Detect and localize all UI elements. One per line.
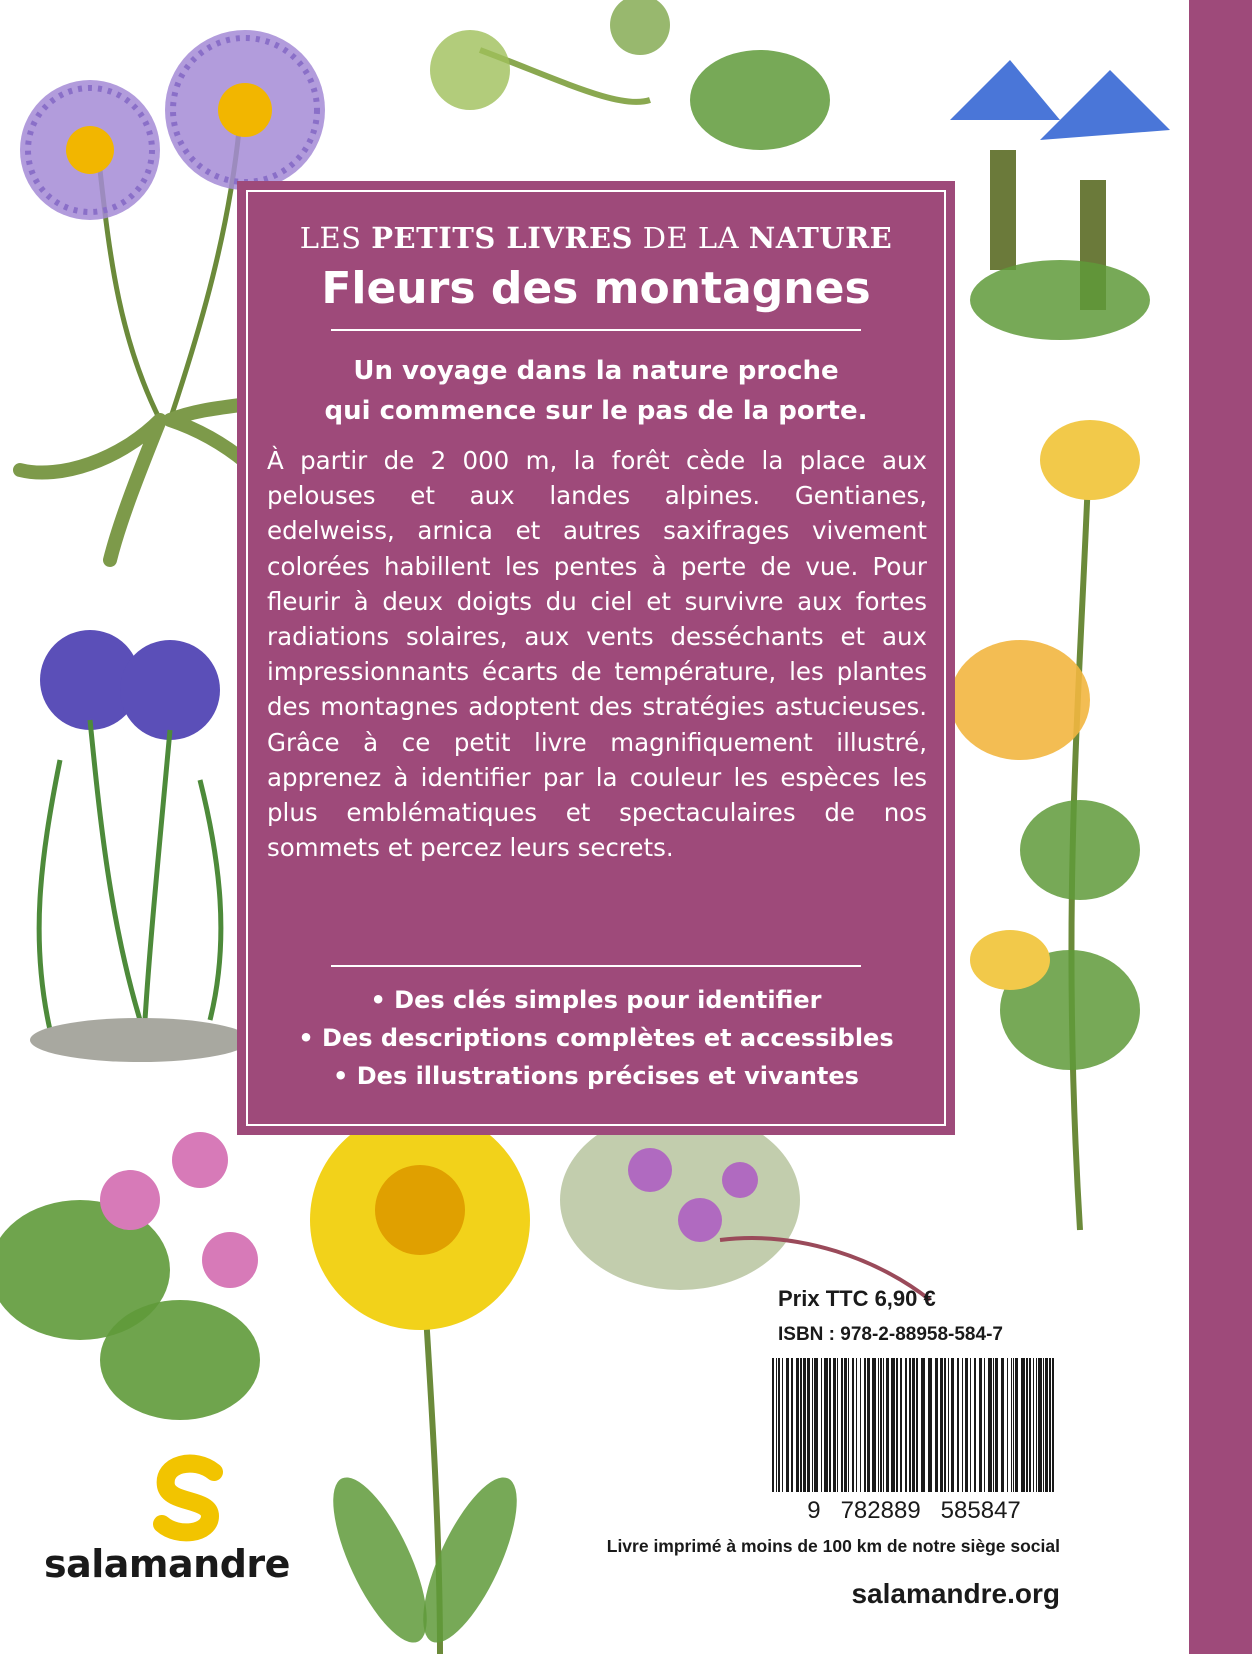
barcode-bar	[829, 1358, 831, 1492]
barcode-bar	[782, 1358, 783, 1492]
barcode-bar	[940, 1358, 943, 1492]
barcode-bar	[957, 1358, 959, 1492]
tagline	[257, 351, 935, 431]
logo-wordmark: salamandre	[44, 1542, 290, 1586]
barcode-bar	[860, 1358, 861, 1492]
barcode-bar	[944, 1358, 946, 1492]
barcode-bar	[852, 1358, 854, 1492]
barcode-bar	[837, 1358, 838, 1492]
barcode-bar	[786, 1358, 789, 1492]
barcode-bar	[776, 1358, 777, 1492]
barcode-bar	[974, 1358, 976, 1492]
barcode-bar	[844, 1358, 847, 1492]
barcode-bar	[872, 1358, 876, 1492]
barcode-bar	[979, 1358, 982, 1492]
divider-top	[331, 329, 861, 331]
description-panel	[237, 181, 955, 1135]
website-link[interactable]: salamandre.org	[851, 1578, 1060, 1609]
publisher-logo	[44, 1454, 344, 1604]
salamander-s-icon	[144, 1454, 234, 1544]
series-mid: DE LA	[633, 221, 749, 255]
barcode-bar	[1026, 1358, 1028, 1492]
barcode-bar	[880, 1358, 882, 1492]
barcode-bar	[1029, 1358, 1031, 1492]
barcode-bar	[856, 1358, 857, 1492]
barcode-bar	[921, 1358, 925, 1492]
barcode-bar	[984, 1358, 985, 1492]
barcode-bar	[796, 1358, 799, 1492]
barcode-bar	[878, 1358, 879, 1492]
barcode-bar	[1049, 1358, 1051, 1492]
book-spine-edge	[1189, 0, 1252, 1654]
barcode-bar	[900, 1358, 902, 1492]
barcode-bar	[948, 1358, 949, 1492]
barcode-bar	[867, 1358, 870, 1492]
barcode-bar	[814, 1358, 818, 1492]
barcode-bar	[1033, 1358, 1034, 1492]
gentian-illustration	[950, 60, 1170, 340]
barcode-bar	[833, 1358, 836, 1492]
barcode-bar	[912, 1358, 915, 1492]
book-title: Fleurs des montagnes	[321, 263, 871, 314]
barcode-bar	[1015, 1358, 1018, 1492]
price-label: Prix TTC 6,90 €	[778, 1286, 936, 1311]
series-title	[237, 221, 955, 255]
barcode-bar	[800, 1358, 802, 1492]
barcode-bar	[951, 1358, 954, 1492]
barcode-bar	[891, 1358, 895, 1492]
barcode-bar	[916, 1358, 918, 1492]
tagline-line-2: qui commence sur le pas de la porte.	[324, 396, 868, 426]
barcode-bar	[807, 1358, 810, 1492]
barcode-bar	[965, 1358, 968, 1492]
isbn-label: ISBN : 978-2-88958-584-7	[778, 1324, 1003, 1345]
barcode-bar	[1011, 1358, 1012, 1492]
imprint-note: Livre imprimé à moins de 100 km de notre siège social	[606, 1536, 1060, 1556]
rampion-illustration	[30, 630, 250, 1062]
barcode-bar	[993, 1358, 994, 1492]
barcode-bar	[962, 1358, 963, 1492]
barcode-bar	[848, 1358, 849, 1492]
barcode-bar	[1013, 1358, 1014, 1492]
barcode-bar	[864, 1358, 866, 1492]
toadflax-illustration	[560, 1110, 930, 1300]
barcode-bar	[988, 1358, 992, 1492]
barcode-bar	[841, 1358, 843, 1492]
blurb-text: À partir de 2 000 m, la forêt cède la place aux pelouses et aux landes alpines. Gentianes, edelweiss, arnica et autres saxifrages vivement colorées habillent les pentes à perte de vue. Pour fleurir à deux doigts du ciel et survivre aux fortes radiations solaires, aux vents desséchants et aux impressionnants écarts de température, les plantes des montagnes adoptent des stratégies astucieuses. Grâce à ce petit livre magnifiquement illustré, apprenez à identifier par la couleur les espèces les plus emblématiques et spectaculaires de nos sommets et percez leurs secrets.	[267, 446, 927, 863]
bullet-item: • Des illustrations précises et vivantes	[333, 1062, 859, 1090]
barcode-bar	[1043, 1358, 1044, 1492]
barcode-bar	[1045, 1358, 1048, 1492]
barcode-bars	[772, 1358, 1054, 1492]
barcode-bar	[883, 1358, 884, 1492]
series-bold-1: PETITS LIVRES	[371, 221, 633, 255]
series-bold-2: NATURE	[748, 221, 893, 255]
barcode-bar	[821, 1358, 822, 1492]
primula-illustration	[0, 1132, 260, 1420]
barcode-digits: 9 782889 585847	[807, 1497, 1021, 1524]
barcode-bar	[1036, 1358, 1037, 1492]
barcode	[764, 1358, 1064, 1524]
barcode-bar	[772, 1358, 774, 1492]
barcode-bar	[886, 1358, 889, 1492]
barcode-bar	[1007, 1358, 1008, 1492]
barcode-bar	[778, 1358, 780, 1492]
pedicularis-illustration	[950, 420, 1140, 1230]
barcode-bar	[1052, 1358, 1054, 1492]
alpine-plant-illustration	[430, 0, 830, 150]
barcode-bar	[1021, 1358, 1025, 1492]
barcode-bar	[905, 1358, 907, 1492]
bullet-item: • Des descriptions complètes et accessibles	[298, 1024, 894, 1052]
barcode-bar	[995, 1358, 998, 1492]
feature-bullets	[237, 981, 955, 1095]
barcode-bar	[824, 1358, 828, 1492]
barcode-bar	[970, 1358, 971, 1492]
barcode-bar	[928, 1358, 932, 1492]
barcode-bar	[803, 1358, 806, 1492]
barcode-bar	[909, 1358, 911, 1492]
barcode-bar	[1038, 1358, 1042, 1492]
series-prefix: LES	[299, 221, 372, 255]
bullet-item: • Des clés simples pour identifier	[370, 986, 822, 1014]
barcode-bar	[896, 1358, 898, 1492]
barcode-bar	[812, 1358, 813, 1492]
tagline-line-1: Un voyage dans la nature proche	[353, 356, 839, 386]
barcode-bar	[1001, 1358, 1004, 1492]
divider-bottom	[331, 965, 861, 967]
barcode-bar	[791, 1358, 793, 1492]
barcode-bar	[935, 1358, 938, 1492]
